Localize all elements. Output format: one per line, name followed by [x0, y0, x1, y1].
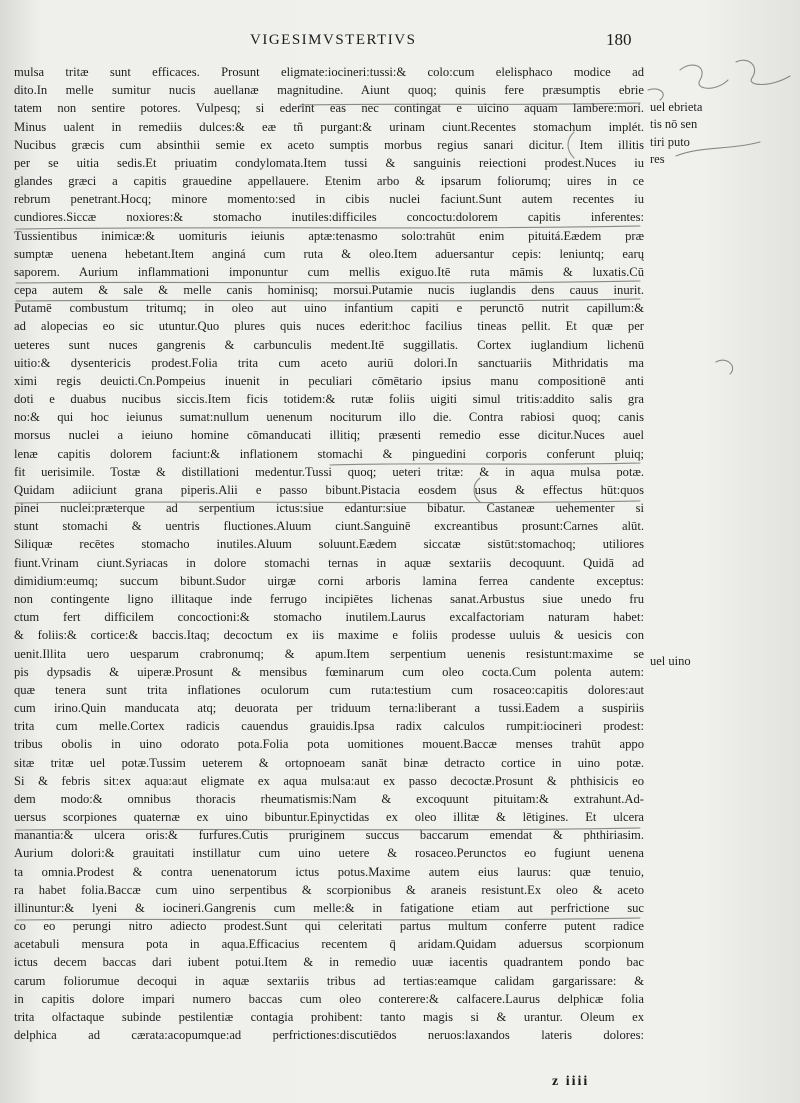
text-line: manantia:& ulcera oris:& furfures.Cutis pruriginem succus baccarum emendat & phthiriasim. — [14, 828, 644, 843]
folio-number: 180 — [606, 30, 632, 49]
text-line: rebrum penetrant.Hocq; minore momento:sed in cibis nuclei faciunt.Sunt autem recentes iu — [14, 192, 644, 207]
text-line: Minus ualent in remediis dulces:& eæ tñ purgant:& urinam ciunt.Recentes stomachum implét. — [14, 119, 644, 134]
margin-note: res — [650, 152, 665, 166]
text-line: non contingente ligno illitaque inde ferrugo incipiētes lichenas sanat.Arbustus siue unedo fru — [14, 591, 644, 606]
text-line: Tussientibus inimicæ:& uomituris ieiunis aptæ:tenasmo solo:trahūt enim pituitá.Eædem præ — [14, 228, 644, 243]
text-line — [14, 1044, 644, 1062]
text-line: trita cum melle.Cortex radicis cauendus grauidis.Ipsa radix calculos rumpit:iocineri prodest: — [14, 719, 644, 734]
text-line: Quidam adiiciunt grana piperis.Alii e passo bibunt.Pistacia eosdem usus & effectus hūt:quos — [14, 482, 644, 497]
text-line: cundiores.Siccæ noxiores:& stomacho inutiles:difficiles concoctu:dolorem capitis inferentes: — [14, 210, 644, 225]
text-line: glandes græci a capitis grauedine appellauere. Etenim arbo & ipsarum foliorumq; uires in ce — [14, 174, 644, 189]
text-line: dito.In melle sumitur nucis auellanæ magnitudine. Aiunt quoq; quinis fere præsumptis ebrie — [14, 83, 644, 98]
text-line: mulsa tritæ sunt efficaces. Prosunt eligmate:iocineri:tussi:& colo:cum elelisphaco modice ad — [14, 65, 644, 79]
text-line: illinuntur:& lyeni & iocineri.Gangrenis cum melle:& in fatigatione etiam aut perfrictione suc — [14, 900, 644, 915]
text-line: dimidium:eumq; succum bibunt.Sudor uirgæ corni arboris lamina ferrea candente exceptus: — [14, 573, 644, 588]
text-line: tribus obolis in uino odorato pota.Folia pota uomitiones mouent.Baccæ menses trahūt appo — [14, 737, 644, 752]
text-line: lenæ capitis dolorem faciunt:& inflationem stomachi & pinguedini corporis conferunt pluiq; — [14, 446, 644, 461]
text-line: ximi regis deuicti.Cn.Pompeius inuenit in peculiari cōmētario ipsius manu compositionē anti — [14, 373, 644, 388]
text-line: no:& qui hoc ieiunus sumat:nullum uenenum nociturum illo die. Contra rabiosi quoq; canis — [14, 410, 644, 425]
text-line: quæ tenera sunt trita inflationes oculorum cum ruta:testium cum rosaceo:capitis dolores:aut — [14, 682, 644, 697]
running-title: VIGESIMVSTERTIVS — [250, 32, 417, 48]
text-line: cepa autem & sale & melle canis hominisq; morsui.Putamie nucis iuglandis dens cauus inurit. — [14, 283, 644, 298]
text-line: per se uitia sedis.Et priuatim condylomata.Item tussi & sanguinis reiectioni prodest.Nuces iu — [14, 155, 644, 170]
text-line: pis dypsadis & uiperæ.Prosunt & mensibus fœminarum cum oleo cocta.Cum polenta autem: — [14, 664, 644, 679]
text-line: co eo perungi nitro adiecto prodest.Sunt qui celeritati partus multum conferre putent radice — [14, 919, 644, 934]
text-line: Si & febris sit:ex aqua:aut eligmate ex aqua mulsa:aut ex passo decoctæ.Prosunt & phthisicis eo — [14, 773, 644, 788]
text-line: uersus scorpiones quaternæ ex uino bibuntur.Epinyctidas ex oleo illitæ & lētigines. Et ulcera — [14, 810, 644, 825]
margin-note: tis nō sen — [650, 117, 698, 131]
text-line: & foliis:& cortice:& baccis.Itaq; decoctum ex iis maxime e foliis prodesse uuluis & uesicis con — [14, 628, 644, 643]
text-line: Putamē combustum tritumq; in oleo aut uino infantium capiti e perunctō nutrit capillum:& — [14, 301, 644, 316]
text-line: sumptæ uenena hebetant.Item anginá cum ruta & oleo.Item aduersantur cepis: leniuntq; earų — [14, 246, 644, 261]
text-line: ctum fert difficilem concoctioni:& stomacho inutilem.Laurus excalfactoriam naturam habet: — [14, 610, 644, 625]
text-line: trita olfactaque subinde pestilentiæ contagia prohibent: tanto magis si & urantur. Oleum ex — [14, 1009, 644, 1024]
text-line: fiunt.Vrinam ciunt.Syriacas in dolore stomachi ternas in aquæ sextariis decoquunt. Quidā ad — [14, 555, 644, 570]
text-line: saporem. Aurium inflammationi imponuntur cum mellis exiguo.Itē ruta māmis & luxatis.Cū — [14, 264, 644, 279]
text-line: cum irino.Quin manducata atq; deuorata per triduum terna:liberant a tussi.Eadem a suspiriis — [14, 701, 644, 716]
text-line: pinei nuclei:præterque ad serpentium ictus:siue edantur:siue bibatur. Castaneæ uehementer si — [14, 501, 644, 516]
text-line: carum foliorumue decoqui in aquæ sextariis tribus ad tertias:eamque calidam gargarissare: & — [14, 973, 644, 988]
text-line: Nucibus græcis cum absinthii semie ex aceto sumptis morbus regius sanari dicitur. Item illitis — [14, 137, 644, 152]
text-line: Aurium dolori:& grauitati instillatur cum uino uetere & rosaceo.Perunctos eo fugiunt uenena — [14, 846, 644, 861]
text-line: in capitis dolore impari numero baccas cum oleo conterere:& calfacere.Laurus delphicæ folia — [14, 991, 644, 1006]
text-line: ta omnia.Prodest & contra uenenatorum ictus potus.Maxime autem eius laurus: quæ tenuio, — [14, 864, 644, 879]
margin-note: uel ebrieta — [650, 100, 703, 114]
text-line: Siliquæ recētes stomacho inutiles.Aluum soluunt.Eædem siccatæ sistūt:stomachoq; utiliores — [14, 537, 644, 552]
text-line: sitæ tritæ uel potæ.Tussim ueterem & ortopnoeam sanāt binæ detracto cortice in uino potæ. — [14, 755, 644, 770]
text-line: ueteres sunt nuces gangrenis & carbunculis medent.Itē suggillatis. Cortex iuglandium lichenū — [14, 337, 644, 352]
text-line: doti e duabus nucibus siccis.Item ficis totidem:& rutæ foliis uigiti simul tritis:addito salis gra — [14, 392, 644, 407]
text-line: dem modo:& omnibus thoracis rheumatismis:Nam & excoquunt pituitam:& extrahunt.Ad- — [14, 791, 644, 806]
text-line: stunt stomachi & uentris fluctiones.Aluum ciunt.Sanguinē excreantibus prosunt:Carnes alūt. — [14, 519, 644, 534]
margin-note: uel uino — [650, 654, 691, 668]
text-line: fit uerisimile. Tostæ & distillationi medentur.Tussi quoq; ueteri tritæ: & in aqua mulsa potæ. — [14, 464, 644, 479]
main-text-block — [14, 63, 644, 1062]
text-line: ra habet folia.Baccæ cum uino serpentibus & scorpionibus & araneis resistunt.Ex oleo & aceto — [14, 882, 644, 897]
text-line: tatem non sentire potores. Vulpesq; si ederint eas nec contingat e uicino aquam lambere:mori. — [14, 101, 644, 116]
text-line: ad alopecias eo sic utuntur.Quo plures quis nuces ederit:hoc facilius tineas pellit. Et quæ per — [14, 319, 644, 334]
text-line: delphica ad cærata:acopumque:ad perfrictiones:discutiēdos neruos:laxandos lateris dolores: — [14, 1028, 644, 1043]
text-line: ictus decem baccas dari iubent potui.Item & in remedio uuæ iacentis quadrantem pondo bac — [14, 955, 644, 970]
margin-note: tiri puto — [650, 135, 690, 149]
margin-notes — [648, 0, 800, 1103]
text-line: acetabuli mensura pota in aqua.Efficacius recentem q̄ aridam.Quidam aduersus scorpionum — [14, 937, 644, 952]
signature-mark: z iiii — [552, 1074, 590, 1089]
text-line: uenit.Illita uero uesparum crabronumq; & apum.Item serpentium uenenis resistunt:maxime se — [14, 646, 644, 661]
text-line: morsus nuclei a ieiuno homine cōmanducati illitiq; præsenti remedio esse dicitur.Nuces auel — [14, 428, 644, 443]
text-line: uitio:& dysentericis prodest.Folia trita cum aceto auriū dolori.In sanctuariis Mithridatis ma — [14, 355, 644, 370]
